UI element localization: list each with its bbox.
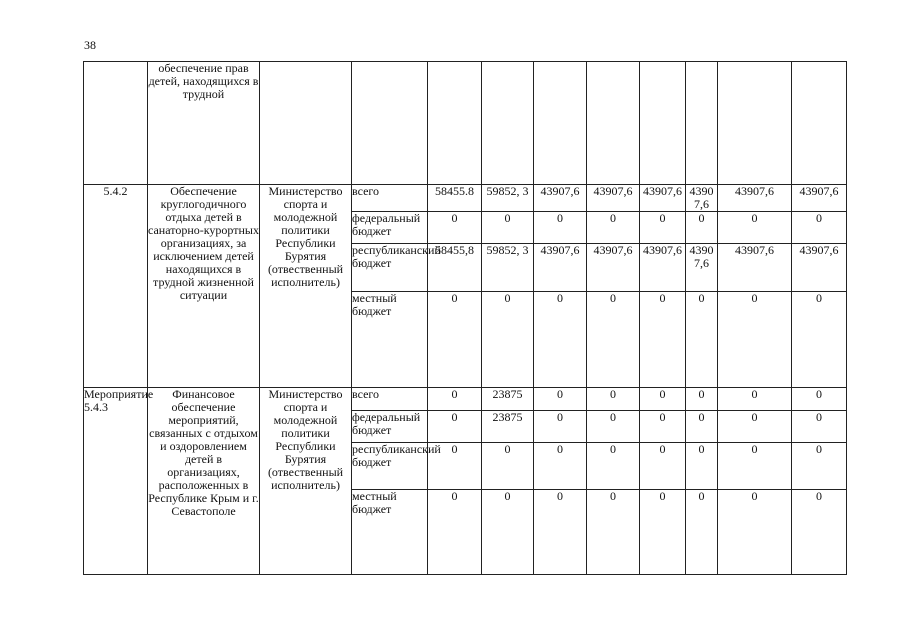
cell-executor: Министерство спорта и молодежной политики Республики Бурятия (отвественный исполнитель): [260, 185, 352, 388]
cell-activity-name: Обеспечение круглогодичного отдыха детей в санаторно-курортных организациях, за исключением детей находящихся в трудной жизненной ситуации: [148, 185, 260, 388]
cell-value: 59852, 3: [482, 185, 534, 212]
cell-value: 0: [587, 490, 640, 575]
cell-value: 23875: [482, 411, 534, 443]
cell-value: 23875: [482, 388, 534, 411]
cell-value: [640, 62, 686, 185]
cell-value: 0: [534, 292, 587, 388]
cell-source: всего: [352, 388, 428, 411]
cell-value: 43907,6: [792, 244, 847, 292]
budget-table: [83, 61, 847, 575]
cell-value: 0: [686, 212, 718, 244]
cell-value: 43907,6: [640, 185, 686, 212]
cell-source: всего: [352, 185, 428, 212]
cell-value: 0: [587, 292, 640, 388]
cell-value: 0: [534, 212, 587, 244]
cell-value: 43907,6: [640, 244, 686, 292]
table-row: [84, 185, 847, 212]
cell-value: 0: [686, 388, 718, 411]
cell-value: 0: [718, 490, 792, 575]
cell-value: 0: [792, 443, 847, 490]
cell-value: 43907,6: [718, 185, 792, 212]
cell-value: 0: [718, 212, 792, 244]
cell-value: 43907,6: [534, 244, 587, 292]
cell-value: 0: [640, 411, 686, 443]
cell-value: 0: [640, 292, 686, 388]
cell-value: 0: [792, 490, 847, 575]
cell-value: 0: [792, 388, 847, 411]
cell-source: федеральный бюджет: [352, 411, 428, 443]
cell-source: местный бюджет: [352, 490, 428, 575]
cell-value: [587, 62, 640, 185]
cell-activity-name: Финансовое обеспечение мероприятий, связанных с отдыхом и оздоровлением детей в организациях, расположенных в Республике Крым и г. Севастополе: [148, 388, 260, 575]
cell-code: 5.4.2: [84, 185, 148, 388]
cell-value: 0: [686, 411, 718, 443]
cell-value: 43907,6: [587, 244, 640, 292]
cell-source: [352, 62, 428, 185]
cell-value: 0: [428, 212, 482, 244]
cell-value: 0: [482, 212, 534, 244]
cell-activity-name: обеспечение прав детей, находящихся в трудной: [148, 62, 260, 185]
cell-value: 0: [640, 443, 686, 490]
cell-value: 43907,6: [718, 244, 792, 292]
cell-executor: [260, 62, 352, 185]
table-row-continuation: [84, 62, 847, 185]
cell-value: [534, 62, 587, 185]
cell-value: 43907,6: [792, 185, 847, 212]
cell-value: 0: [482, 292, 534, 388]
cell-value: 0: [718, 443, 792, 490]
cell-value: 0: [534, 443, 587, 490]
cell-executor: Министерство спорта и молодежной политики Республики Бурятия (отвественный исполнитель): [260, 388, 352, 575]
cell-value: 0: [640, 388, 686, 411]
cell-source: федеральный бюджет: [352, 212, 428, 244]
cell-value: 0: [792, 292, 847, 388]
cell-value: 0: [534, 411, 587, 443]
cell-value: [482, 62, 534, 185]
cell-value: 0: [640, 490, 686, 575]
cell-value: 0: [792, 411, 847, 443]
cell-value: 4390 7,6: [686, 185, 718, 212]
cell-value: [686, 62, 718, 185]
cell-source: республиканский бюджет: [352, 244, 428, 292]
cell-value: 0: [640, 212, 686, 244]
page-number: 38: [84, 38, 96, 52]
cell-value: 0: [718, 292, 792, 388]
cell-source: местный бюджет: [352, 292, 428, 388]
cell-value: 0: [482, 443, 534, 490]
cell-value: 0: [428, 443, 482, 490]
cell-value: 58455.8: [428, 185, 482, 212]
cell-source: республиканский бюджет: [352, 443, 428, 490]
cell-value: 0: [587, 212, 640, 244]
cell-value: 0: [686, 292, 718, 388]
cell-value: 0: [792, 212, 847, 244]
cell-value: 43907,6: [534, 185, 587, 212]
cell-value: 58455,8: [428, 244, 482, 292]
cell-value: 0: [534, 490, 587, 575]
cell-value: 0: [718, 411, 792, 443]
cell-value: [428, 62, 482, 185]
cell-value: [718, 62, 792, 185]
cell-value: 0: [428, 411, 482, 443]
cell-value: [792, 62, 847, 185]
cell-value: 0: [428, 490, 482, 575]
cell-value: 0: [587, 443, 640, 490]
cell-value: 0: [587, 411, 640, 443]
cell-value: 0: [587, 388, 640, 411]
cell-value: 0: [428, 292, 482, 388]
cell-value: 43907,6: [587, 185, 640, 212]
table-row: [84, 388, 847, 411]
cell-value: 0: [686, 490, 718, 575]
cell-code: Мероприятие 5.4.3: [84, 388, 148, 575]
cell-value: 0: [428, 388, 482, 411]
cell-code: [84, 62, 148, 185]
cell-value: 0: [482, 490, 534, 575]
cell-value: 59852, 3: [482, 244, 534, 292]
cell-value: 0: [686, 443, 718, 490]
cell-value: 0: [534, 388, 587, 411]
cell-value: 0: [718, 388, 792, 411]
cell-value: 4390 7,6: [686, 244, 718, 292]
